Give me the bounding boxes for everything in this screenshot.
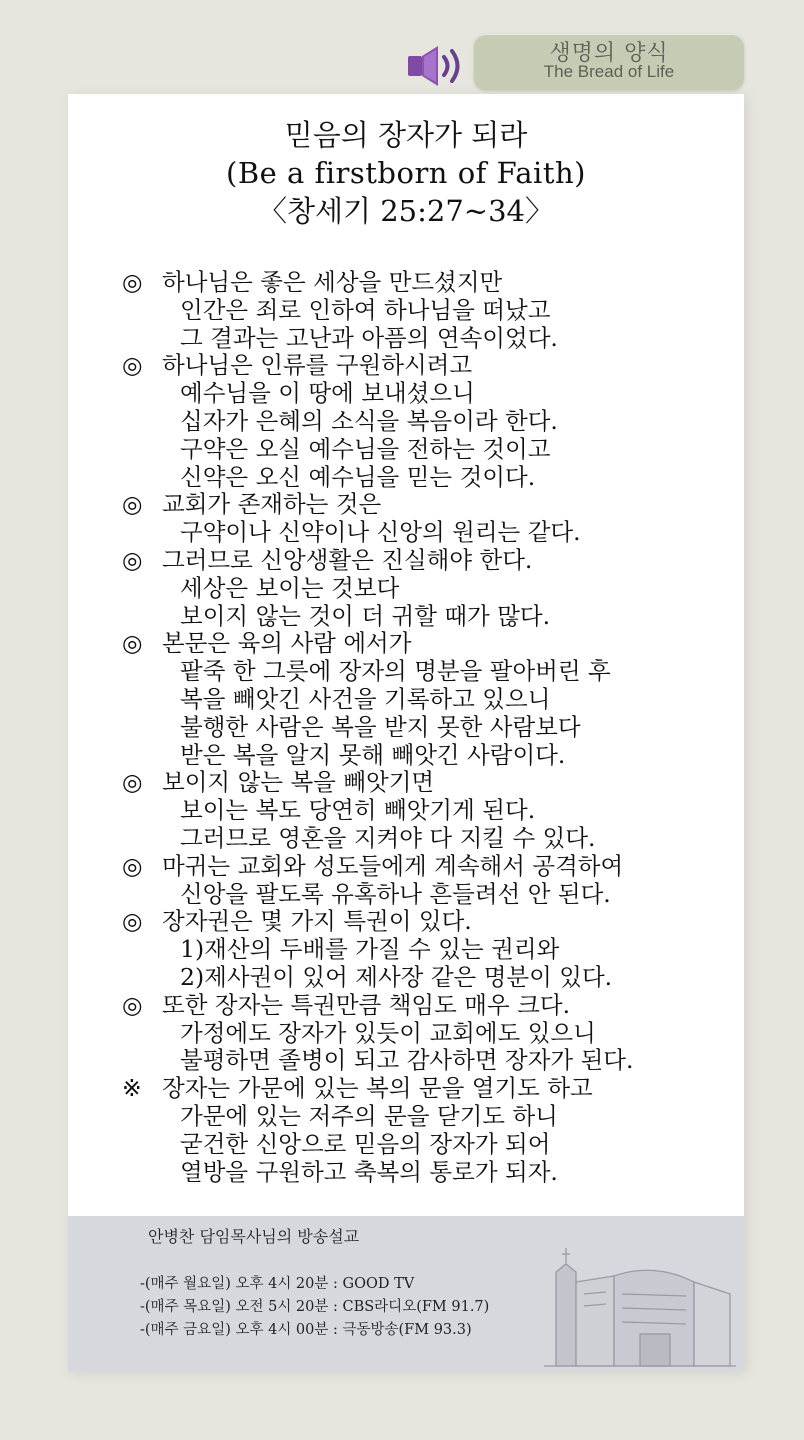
sermon-line-text: 보이지 않는 복을 빼앗기면 [162,768,435,797]
sermon-card [68,94,744,1372]
footer-title: 안병찬 담임목사님의 방송설교 [148,1227,360,1246]
sermon-line-text: 또한 장자는 특권만큼 책임도 매우 크다. [162,990,571,1019]
sermon-line [122,1103,742,1131]
sermon-line [122,575,742,603]
sermon-line [122,436,742,464]
bullet-mark: ◎ [122,268,143,296]
sermon-line-text: 그 결과는 고난과 아픔의 연속이었다. [180,323,558,352]
schedule-line: -(매주 목요일) 오전 5시 20분 : CBS라디오(FM 91.7) [140,1299,490,1315]
sermon-line-text: 장자는 가문에 있는 복의 문을 열기도 하고 [162,1074,593,1103]
sermon-line [122,1047,742,1075]
bullet-mark: ◎ [122,768,143,797]
sermon-line-text: 팥죽 한 그릇에 장자의 명분을 팔아버린 후 [180,657,611,686]
sermon-line [122,1075,742,1103]
badge-english: The Bread of Life [543,62,675,81]
sermon-line [122,658,742,686]
sermon-line-text: 예수님을 이 땅에 보내셨으니 [180,379,475,408]
sermon-line [122,1020,742,1048]
schedule-line: -(매주 금요일) 오후 4시 00분 : 극동방송(FM 93.3) [140,1322,472,1338]
sermon-line-text: 본문은 육의 사람 에서가 [162,629,412,658]
bullet-mark: ◎ [122,851,143,880]
sermon-line-text: 받은 복을 알지 못해 빼앗긴 사람이다. [180,740,566,769]
sermon-line [122,547,742,575]
sermon-line-text: 인간은 죄로 인하여 하나님을 떠났고 [180,295,551,324]
bullet-mark: ◎ [122,545,143,574]
sermon-line-text: 그러므로 신앙생활은 진실해야 한다. [162,545,533,574]
sermon-line [122,491,742,519]
title-block [68,116,744,230]
sermon-line [122,686,742,714]
sermon-line [122,630,742,658]
bullet-mark: ◎ [122,490,143,519]
church-illustration [544,1242,736,1370]
sermon-line [122,519,742,547]
sermon-line [122,464,742,492]
sermon-line-text: 하나님은 좋은 세상을 만드셨지만 [162,268,503,296]
sermon-line [122,325,742,353]
sermon-line-text: 구약은 오실 예수님을 전하는 것이고 [180,434,551,463]
sermon-line-text: 구약이나 신약이나 신앙의 원리는 같다. [180,518,581,547]
sermon-line [122,964,742,992]
bread-of-life-badge [474,34,744,90]
sermon-line [122,297,742,325]
sermon-line-text: 가문에 있는 저주의 문을 닫기도 하니 [180,1101,558,1130]
sermon-line-text: 보이는 복도 당연히 빼앗기게 된다. [180,796,536,825]
sermon-line [122,769,742,797]
sermon-line-text: 복을 빼앗긴 사건을 기록하고 있으니 [180,684,551,713]
sermon-line [122,825,742,853]
sermon-line-text: 교회가 존재하는 것은 [162,490,382,519]
sermon-line-text: 세상은 보이는 것보다 [180,573,400,602]
sermon-subtitle: (Be a firstborn of Faith) [226,156,586,190]
sermon-line [122,380,742,408]
sermon-line-text: 가정에도 장자가 있듯이 교회에도 있으니 [180,1018,596,1047]
sermon-line [122,408,742,436]
sermon-line [122,992,742,1020]
scripture-reference: 〈창세기 25:27~34〉 [257,194,555,228]
sermon-line-text: 하나님은 인류를 구원하시려고 [162,351,473,380]
sermon-line-text: 마귀는 교회와 성도들에게 계속해서 공격하여 [162,851,624,880]
schedule-line: -(매주 월요일) 오후 4시 20분 : GOOD TV [140,1276,415,1292]
bullet-mark: ◎ [122,351,143,380]
sermon-line-text: 신약은 오신 예수님을 믿는 것이다. [180,462,536,491]
sermon-body [122,269,742,1186]
sermon-line [122,742,742,770]
badge-korean: 생명의 양식 [549,41,669,66]
sermon-line-text: 굳건한 신앙으로 믿음의 장자가 되어 [180,1129,551,1158]
sermon-line [122,936,742,964]
sermon-line-text: 2)제사권이 있어 제사장 같은 명분이 있다. [180,962,613,991]
sermon-line-text: 보이지 않는 것이 더 귀할 때가 많다. [180,601,551,630]
broadcast-footer [68,1216,744,1372]
sermon-line [122,1159,742,1187]
sermon-line [122,269,742,297]
sermon-line [122,603,742,631]
sermon-line-text: 장자권은 몇 가지 특권이 있다. [162,907,472,936]
bullet-mark: ◎ [122,990,143,1019]
bullet-mark: ※ [122,1074,142,1103]
sermon-line-text: 1)재산의 두배를 가질 수 있는 권리와 [180,935,560,964]
sermon-line [122,352,742,380]
sermon-line-text: 신앙을 팔도록 유혹하나 흔들려선 안 된다. [180,879,611,908]
sermon-line-text: 열방을 구원하고 축복의 통로가 되자. [180,1157,558,1186]
sermon-line-text: 그러므로 영혼을 지켜야 다 지킬 수 있다. [180,823,596,852]
sermon-line-text: 불행한 사람은 복을 받지 못한 사람보다 [180,712,581,741]
speaker-icon[interactable] [406,44,468,88]
bullet-mark: ◎ [122,907,143,936]
bullet-mark: ◎ [122,629,143,658]
sermon-line [122,881,742,909]
sermon-title: 믿음의 장자가 되라 [284,118,528,152]
sermon-line [122,908,742,936]
sermon-line [122,853,742,881]
sermon-line-text: 불평하면 졸병이 되고 감사하면 장자가 된다. [180,1046,634,1075]
sermon-line [122,797,742,825]
sermon-line [122,714,742,742]
sermon-line-text: 십자가 은혜의 소식을 복음이라 한다. [180,406,558,435]
sermon-line [122,1131,742,1159]
